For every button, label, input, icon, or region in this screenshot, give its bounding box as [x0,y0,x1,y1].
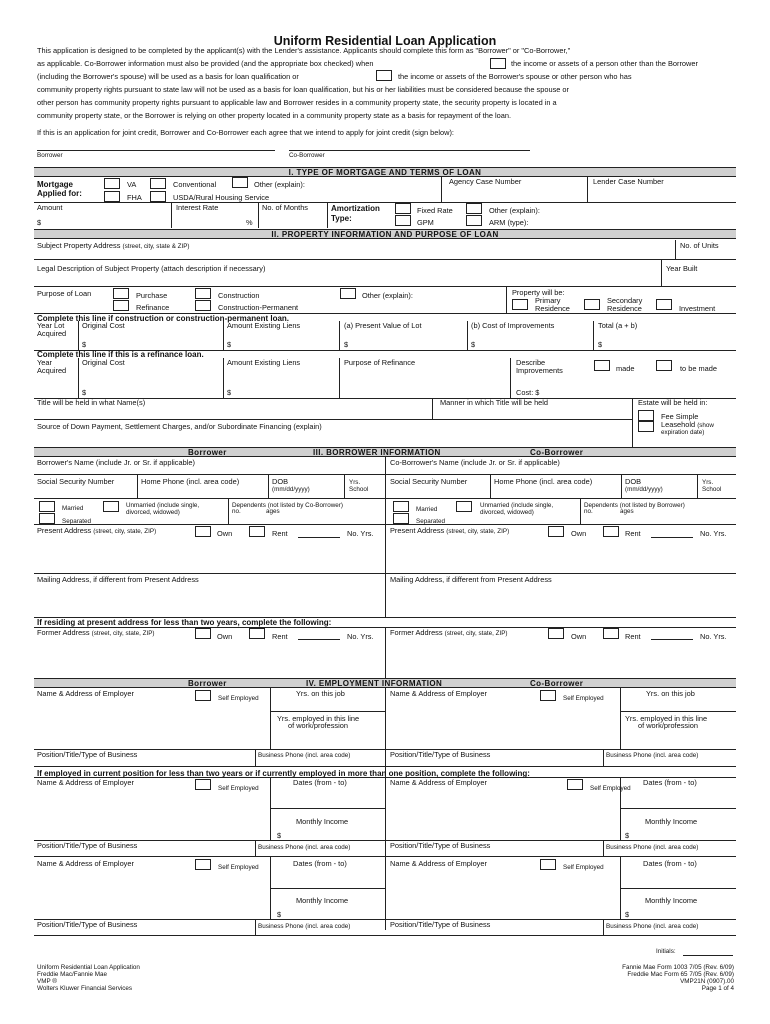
improvements-label: Improvements [516,366,563,375]
intro-line-1: This application is designed to be completed by the applicant(s) with the Lender's assistance. Applicants should complete this form as "Borrower" or "Co-Borrower," [37,46,571,55]
present-value-lot-label: (a) Present Value of Lot [344,321,422,330]
b-former-own-label: Own [217,632,233,641]
b-present-years-input[interactable] [298,537,340,538]
other-amort-checkbox[interactable] [466,203,482,214]
purpose-label: Purpose of Loan [37,289,92,298]
b-employer-label: Name & Address of Employer [37,689,134,698]
c-self-employed-2-checkbox[interactable] [567,779,583,790]
leasehold-label: Leasehold (show [661,420,714,429]
b-former-own-checkbox[interactable] [195,628,211,639]
b-yrs-line-label: Yrs. employed in this line [277,714,360,723]
footer-left-2: Freddie Mac/Fannie Mae [37,971,107,978]
b-business-phone-label: Business Phone (incl. area code) [258,752,351,759]
c-position-2-label: Position/Title/Type of Business [390,841,491,850]
c-separated-checkbox[interactable] [393,513,409,524]
total-label: Total (a + b) [598,321,638,330]
initials-input[interactable] [683,955,733,956]
b-present-own-checkbox[interactable] [195,526,211,537]
other-mortgage-checkbox[interactable] [232,177,248,188]
footer-left-1: Uniform Residential Loan Application [37,964,140,971]
c-employer-2-label: Name & Address of Employer [390,778,487,787]
b-present-rent-label: Rent [272,529,288,538]
amortization-label: Amortization [331,204,380,213]
intro-line-2b: the income or assets of a person other than the Borrower [511,59,698,68]
conventional-label: Conventional [173,180,217,189]
c-phone-label: Home Phone (incl. area code) [494,477,593,486]
purchase-checkbox[interactable] [113,288,129,299]
source-down-payment-label: Source of Down Payment, Settlement Charges, and/or Subordinate Financing (explain) [37,422,322,431]
refi-existing-liens-dollar: $ [227,388,232,397]
intro-line-3b: the income or assets of the Borrower's spouse or other person who has [398,72,632,81]
form-title: Uniform Residential Loan Application [273,34,497,48]
b-monthly-2-dollar: $ [277,831,282,840]
c-self-employed-label: Self Employed [563,695,604,702]
c-self-employed-checkbox[interactable] [540,690,556,701]
intro-line-4: community property rights pursuant to state law will not be used as a basis for loan qualification, but his or her liabilities must be considered because the spouse or [37,85,569,94]
section-3-header [34,447,736,457]
c-monthly-2-label: Monthly Income [645,817,698,826]
secondary-label: Secondary [607,296,643,305]
section-3-title: III. BORROWER INFORMATION [313,448,441,457]
primary-label: Primary [535,296,561,305]
b-former-address-label: Former Address (street, city, state, ZIP) [37,628,155,637]
c-monthly-3-label: Monthly Income [645,896,698,905]
c-present-years-input[interactable] [651,537,693,538]
section-4-header [34,678,736,688]
b-unmarried-checkbox[interactable] [103,501,119,512]
estate-label: Estate will be held in: [638,398,708,407]
coborrower-signature-label: Co-Borrower [289,152,325,159]
b-business-phone-3-label: Business Phone (incl. area code) [258,923,351,930]
intro-line-6: community property state, or the Borrower is relying on other property located in a community property state as a basis for repayment of the loan. [37,111,512,120]
complete-refinance-text: Complete this line if this is a refinance loan. [37,350,204,359]
cost-improvements-label: (b) Cost of Improvements [471,321,555,330]
c-dates-3-label: Dates (from - to) [643,859,697,868]
c-monthly-2-dollar: $ [625,831,630,840]
c-yrs-line-label: Yrs. employed in this line [625,714,708,723]
b-married-label: Married [62,505,84,512]
c-mailing-label: Mailing Address, if different from Present Address [390,575,552,584]
c-dependents-label: Dependents (not listed by Borrower) [584,502,685,509]
b-employer-2-label: Name & Address of Employer [37,778,134,787]
b-present-noyrs-label: No. Yrs. [347,529,374,538]
gpm-checkbox[interactable] [395,215,411,226]
c-present-own-label: Own [571,529,587,538]
va-label: VA [127,180,137,189]
b-self-employed-3-checkbox[interactable] [195,859,211,870]
section-1-title: I. TYPE OF MORTGAGE AND TERMS OF LOAN [288,168,482,177]
fee-simple-label: Fee Simple [661,412,699,421]
c-business-phone-label: Business Phone (incl. area code) [606,752,699,759]
improvements-to-be-made-checkbox[interactable] [656,360,672,371]
c-former-address-label: Former Address (street, city, state, ZIP) [390,628,508,637]
c-former-rent-checkbox[interactable] [603,628,619,639]
b-position-2-label: Position/Title/Type of Business [37,841,138,850]
if-employed-text: If employed in current position for less than two years or if currently employed in more than one position, complete the following: [37,769,530,778]
cost-improvements-dollar: $ [471,340,476,349]
refi-year-label: Year [37,358,52,367]
intro-line-5: other person has community property rights pursuant to applicable law and Borrower resides in a community property state, the security property is located in a [37,98,557,107]
construction-existing-liens-label: Amount Existing Liens [227,321,301,330]
c-unmarried-label: Unmarried (include single, [480,502,554,509]
improvements-made-checkbox[interactable] [594,360,610,371]
usda-checkbox[interactable] [150,191,166,202]
fha-checkbox[interactable] [104,191,120,202]
b-self-employed-2-label: Self Employed [218,785,259,792]
b-present-own-label: Own [217,529,233,538]
c-dates-2-label: Dates (from - to) [643,778,697,787]
coborrower-signature-line[interactable] [289,150,530,151]
footer-right-2: Freddie Mac Form 65 7/05 (Rev. 6/09) [627,971,734,978]
c-former-own-label: Own [571,632,587,641]
c-married-checkbox[interactable] [393,501,409,512]
primary-residence-label: Residence [535,304,570,313]
c-present-rent-label: Rent [625,529,641,538]
arm-label: ARM (type): [489,218,529,227]
b-present-address-label: Present Address (street, city, state, ZIP) [37,526,157,535]
b-position-3-label: Position/Title/Type of Business [37,920,138,929]
other-purpose-checkbox[interactable] [340,288,356,299]
footer-right-3: VMP21N (0907).00 [680,978,734,985]
b-mailing-label: Mailing Address, if different from Present Address [37,575,199,584]
agency-case-label: Agency Case Number [449,177,522,186]
fixed-rate-checkbox[interactable] [395,203,411,214]
amount-dollar: $ [37,218,42,227]
footer-right-1: Fannie Mae Form 1003 7/05 (Rev. 6/09) [622,964,734,971]
secondary-residence-label: Residence [607,304,642,313]
property-will-be-label: Property will be: [512,288,565,297]
c-self-employed-2-label: Self Employed [590,785,631,792]
c-self-employed-3-label: Self Employed [563,864,604,871]
va-checkbox[interactable] [104,178,120,189]
c-married-label: Married [416,506,438,513]
b-dates-2-label: Dates (from - to) [293,778,347,787]
b-business-phone-2-label: Business Phone (incl. area code) [258,844,351,851]
intro-line-2a: as applicable. Co-Borrower information must also be provided (and the appropriate box checked) when [37,59,374,68]
section-2-title: II. PROPERTY INFORMATION AND PURPOSE OF LOAN [271,230,499,239]
c-employer-label: Name & Address of Employer [390,689,487,698]
investment-label: Investment [679,304,716,313]
mortgage-label: Mortgage [37,180,73,189]
c-ssn-label: Social Security Number [390,477,468,486]
c-former-own-checkbox[interactable] [548,628,564,639]
other-mortgage-label: Other (explain): [254,180,305,189]
fixed-rate-label: Fixed Rate [417,206,453,215]
b-self-employed-checkbox[interactable] [195,690,211,701]
c-separated-label: Separated [416,518,446,525]
b-former-rent-label: Rent [272,632,288,641]
c-position-3-label: Position/Title/Type of Business [390,920,491,929]
borrower-signature-line[interactable] [37,150,275,151]
b-separated-label: Separated [62,518,92,525]
section-3-borrower: Borrower [188,448,227,457]
leasehold-checkbox[interactable] [638,421,654,432]
c-monthly-3-dollar: $ [625,910,630,919]
year-built-label: Year Built [666,264,698,273]
c-present-address-label: Present Address (street, city, state, ZIP) [390,526,510,535]
coborrower-name-label: Co-Borrower's Name (include Jr. or Sr. if applicable) [390,458,560,467]
legal-description-label: Legal Description of Subject Property (attach description if necessary) [37,264,266,273]
investment-checkbox[interactable] [656,299,672,310]
other-purpose-label: Other (explain): [362,291,413,300]
b-dependents-label: Dependents (not listed by Co-Borrower) [232,502,343,509]
amount-label: Amount [37,203,63,212]
section-3-coborrower: Co-Borrower [530,448,584,457]
primary-residence-checkbox[interactable] [512,299,528,310]
to-be-made-label: to be made [680,364,717,373]
c-business-phone-2-label: Business Phone (incl. area code) [606,844,699,851]
fha-label: FHA [127,193,142,202]
b-dates-3-label: Dates (from - to) [293,859,347,868]
section-4-title: IV. EMPLOYMENT INFORMATION [306,679,443,688]
subject-property-label: Subject Property Address (street, city, state & ZIP) [37,241,190,250]
describe-label: Describe [516,358,546,367]
construction-existing-liens-dollar: $ [227,340,232,349]
refi-acquired-label: Acquired [37,366,67,375]
c-position-label: Position/Title/Type of Business [390,750,491,759]
b-self-employed-2-checkbox[interactable] [195,779,211,790]
c-employer-3-label: Name & Address of Employer [390,859,487,868]
title-held-label: Title will be held in what Name(s) [37,398,146,407]
b-dependents-no: no. [232,508,241,515]
c-former-rent-label: Rent [625,632,641,641]
section-4-borrower: Borrower [188,679,227,688]
b-married-checkbox[interactable] [39,501,55,512]
b-yrs-line-label-2: of work/profession [288,721,348,730]
construction-permanent-checkbox[interactable] [195,300,211,311]
b-former-rent-checkbox[interactable] [249,628,265,639]
c-former-noyrs-label: No. Yrs. [700,632,727,641]
b-former-years-input[interactable] [298,639,340,640]
refi-existing-liens-label: Amount Existing Liens [227,358,301,367]
b-ssn-label: Social Security Number [37,477,115,486]
c-unmarried-checkbox[interactable] [456,501,472,512]
units-label: No. of Units [680,241,719,250]
b-dependents-ages: ages [266,508,280,515]
cost-label: Cost: $ [516,388,540,397]
construction-original-cost-label: Original Cost [82,321,125,330]
b-monthly-2-label: Monthly Income [296,817,349,826]
construction-label: Construction [218,291,260,300]
year-lot-label: Year Lot [37,321,65,330]
construction-checkbox[interactable] [195,288,211,299]
refinance-checkbox[interactable] [113,300,129,311]
applied-for-label: Applied for: [37,189,82,198]
section-2-header [34,229,736,239]
c-present-own-checkbox[interactable] [548,526,564,537]
b-school-label: School [349,486,369,493]
c-dob-format: (mm/dd/yyyy) [625,486,663,493]
type-label: Type: [331,214,352,223]
b-self-employed-3-label: Self Employed [218,864,259,871]
joint-credit-text: If this is an application for joint credit, Borrower and Co-Borrower each agree that we intend to apply for joint credit (sign below): [37,128,454,137]
conventional-checkbox[interactable] [150,178,166,189]
manner-label: Manner in which Title will be held [440,398,549,407]
gpm-label: GPM [417,218,434,227]
refinance-label: Refinance [136,303,170,312]
b-position-label: Position/Title/Type of Business [37,750,138,759]
b-dob-label: DOB [272,477,289,486]
months-label: No. of Months [262,203,309,212]
c-business-phone-3-label: Business Phone (incl. area code) [606,923,699,930]
purchase-label: Purchase [136,291,168,300]
borrower-name-label: Borrower's Name (include Jr. or Sr. if applicable) [37,458,195,467]
c-yrs-job-label: Yrs. on this job [646,689,695,698]
construction-permanent-label: Construction-Permanent [218,303,299,312]
made-label: made [616,364,635,373]
fee-simple-checkbox[interactable] [638,410,654,421]
construction-original-cost-dollar: $ [82,340,87,349]
b-monthly-3-dollar: $ [277,910,282,919]
c-self-employed-3-checkbox[interactable] [540,859,556,870]
section-1-header [34,167,736,177]
intro-line-3a: (including the Borrower's spouse) will be used as a basis for loan qualification or [37,72,299,81]
b-phone-label: Home Phone (incl. area code) [141,477,240,486]
c-school-label: School [702,486,722,493]
footer-right-4: Page 1 of 4 [701,985,734,992]
b-present-rent-checkbox[interactable] [249,526,265,537]
refi-original-cost-dollar: $ [82,388,87,397]
expiration-label: expiration date) [661,429,705,436]
interest-rate-pct: % [246,218,253,227]
year-lot-acquired-label: Acquired [37,329,67,338]
footer-left-4: Wolters Kluwer Financial Services [37,985,133,992]
b-separated-checkbox[interactable] [39,513,55,524]
c-present-rent-checkbox[interactable] [603,526,619,537]
footer-left-3: VMP ® [37,978,57,985]
c-yrs-line-label-2: of work/profession [638,721,698,730]
purpose-refinance-label: Purpose of Refinance [344,358,416,367]
total-dollar: $ [598,340,603,349]
b-former-noyrs-label: No. Yrs. [347,632,374,641]
c-divorced-label: divorced, widowed) [480,509,534,516]
b-yrs-label: Yrs. [349,479,361,486]
c-yrs-label: Yrs. [702,479,714,486]
arm-checkbox[interactable] [466,215,482,226]
b-self-employed-label: Self Employed [218,695,259,702]
refi-original-cost-label: Original Cost [82,358,125,367]
coborrower-used-checkbox[interactable] [490,58,506,69]
other-amort-label: Other (explain): [489,206,540,215]
c-dob-label: DOB [625,477,642,486]
if-residing-text: If residing at present address for less than two years, complete the following: [37,618,332,627]
b-employer-3-label: Name & Address of Employer [37,859,134,868]
b-divorced-label: divorced, widowed) [126,509,180,516]
c-present-noyrs-label: No. Yrs. [700,529,727,538]
b-yrs-job-label: Yrs. on this job [296,689,345,698]
c-former-years-input[interactable] [651,639,693,640]
secondary-residence-checkbox[interactable] [584,299,600,310]
c-dependents-ages: ages [620,508,634,515]
complete-construction-text: Complete this line if construction or construction-permanent loan. [37,314,290,323]
spouse-not-used-checkbox[interactable] [376,70,392,81]
c-dependents-no: no. [584,508,593,515]
b-dob-format: (mm/dd/yyyy) [272,486,310,493]
initials-label: Initials: [656,948,676,955]
usda-label: USDA/Rural Housing Service [173,193,270,202]
interest-rate-label: Interest Rate [176,203,219,212]
borrower-signature-label: Borrower [37,152,63,159]
b-unmarried-label: Unmarried (include single, [126,502,200,509]
present-value-lot-dollar: $ [344,340,349,349]
b-monthly-3-label: Monthly Income [296,896,349,905]
lender-case-label: Lender Case Number [593,177,664,186]
section-4-coborrower: Co-Borrower [530,679,584,688]
